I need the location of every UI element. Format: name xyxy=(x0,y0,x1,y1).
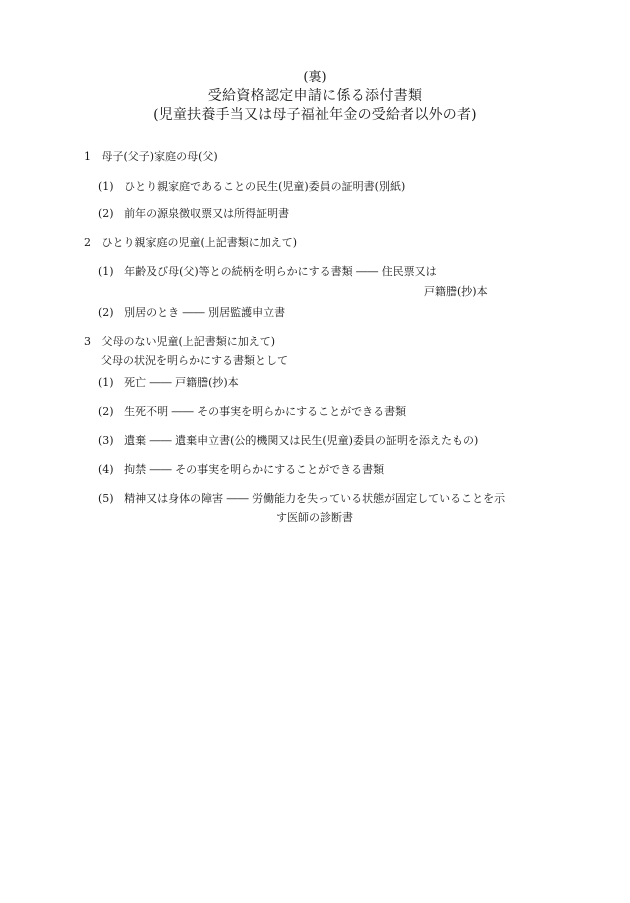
section-1-heading: 1 母子(父子)家庭の母(父) xyxy=(84,150,218,163)
section-2-item-1-continuation: 戸籍謄(抄)本 xyxy=(424,285,488,298)
section-3-heading: 3 父母のない児童(上記書類に加えて) xyxy=(84,335,276,348)
document-title: 受給資格認定申請に係る添付書類 xyxy=(207,88,423,104)
section-2-item-1: (1) 年齢及び母(父)等との続柄を明らかにする書類 ―― 住民票又は xyxy=(98,265,437,278)
section-3-item-1: (1) 死亡 ―― 戸籍謄(抄)本 xyxy=(98,376,239,389)
section-1-item-2: (2) 前年の源泉徴収票又は所得証明書 xyxy=(98,207,290,220)
section-2-item-2: (2) 別居のとき ―― 別居監護申立書 xyxy=(98,306,286,319)
section-1-item-1: (1) ひとり親家庭であることの民生(児童)委員の証明書(別紙) xyxy=(98,180,406,193)
section-3-item-5-continuation: す医師の診断書 xyxy=(276,511,353,524)
section-3-item-5: (5) 精神又は身体の障害 ―― 労働能力を失っている状態が固定していることを示 xyxy=(98,492,506,505)
back-side-label: (裏) xyxy=(303,70,327,85)
document-subtitle: (児童扶養手当又は母子福祉年金の受給者以外の者) xyxy=(153,107,477,123)
section-3-item-4: (4) 拘禁 ―― その事実を明らかにすることができる書類 xyxy=(98,463,385,476)
section-3-intro: 父母の状況を明らかにする書類として xyxy=(101,354,288,367)
section-3-item-2: (2) 生死不明 ―― その事実を明らかにすることができる書類 xyxy=(98,405,407,418)
section-2-heading: 2 ひとり親家庭の児童(上記書類に加えて) xyxy=(84,236,298,249)
section-3-item-3: (3) 遺棄 ―― 遺棄申立書(公的機関又は民生(児童)委員の証明を添えたもの) xyxy=(98,434,479,447)
